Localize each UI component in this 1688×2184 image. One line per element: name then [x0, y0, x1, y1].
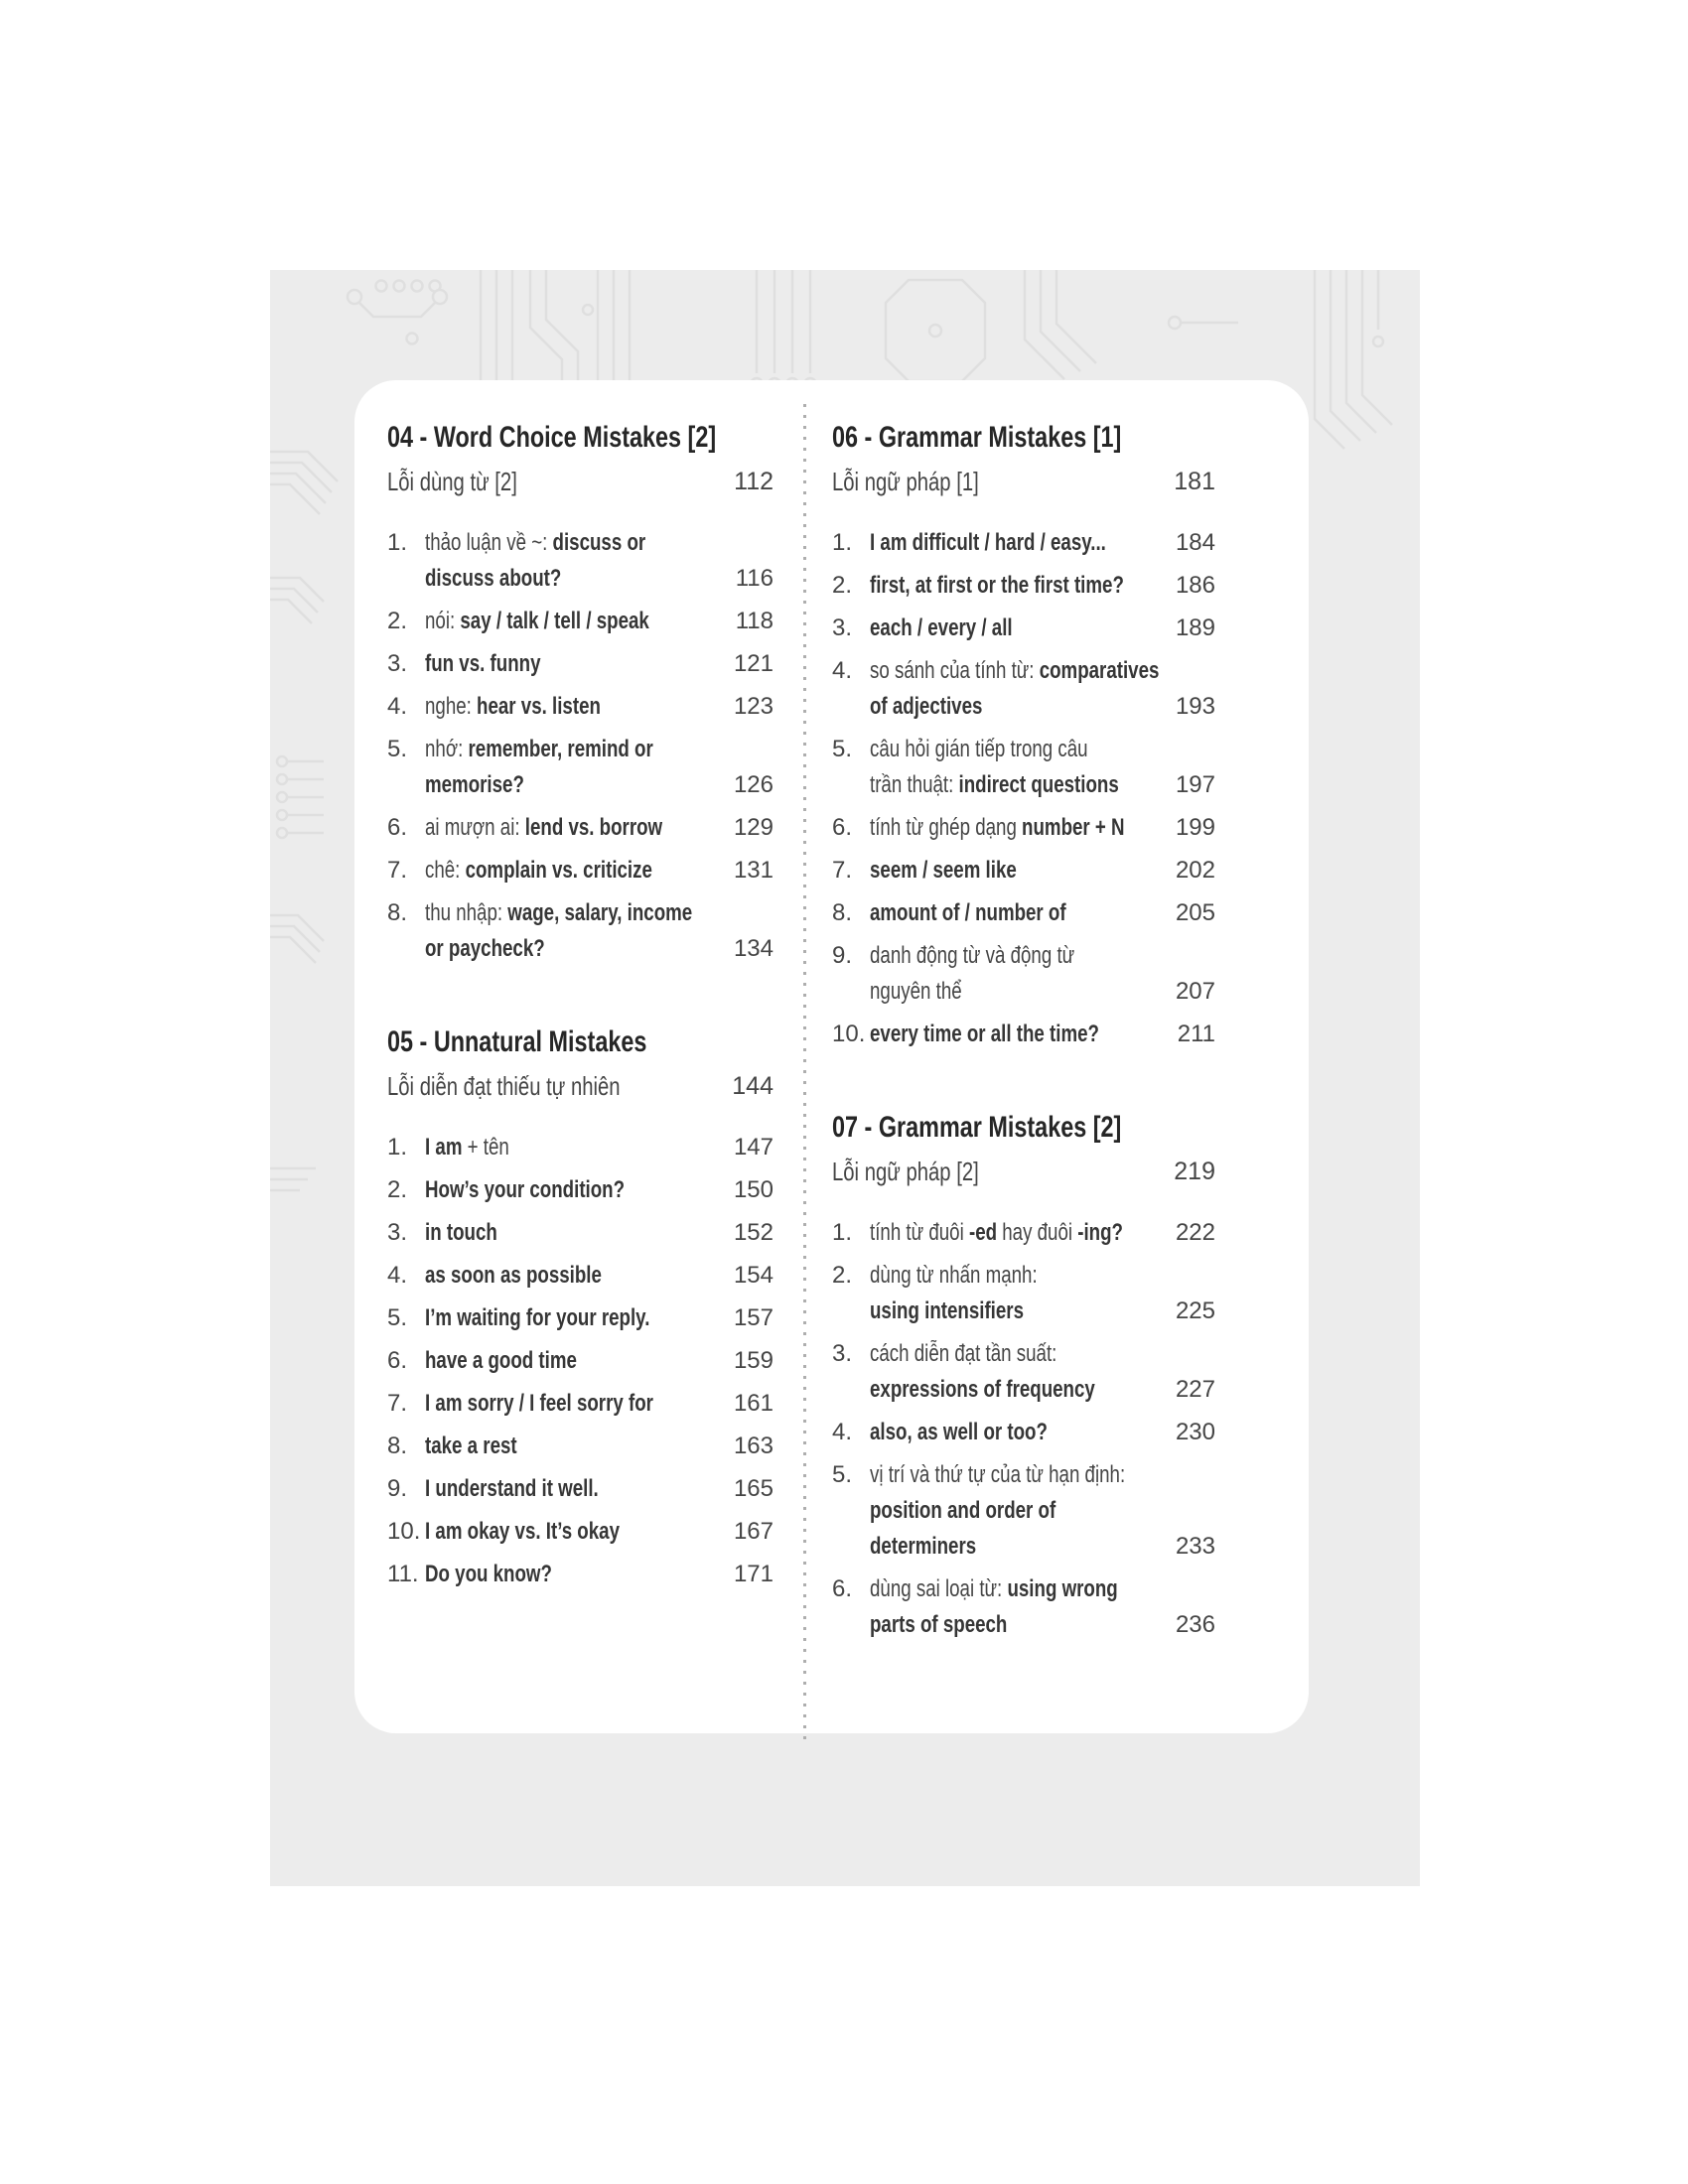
background-panel	[270, 270, 1420, 1886]
item-text	[425, 561, 561, 597]
toc-item	[387, 810, 774, 846]
item-number: 1.	[832, 1219, 853, 1246]
toc-item	[832, 611, 1215, 646]
text-segment: nhớ:	[425, 736, 469, 762]
toc-item	[832, 732, 1215, 803]
item-text	[425, 1514, 620, 1550]
text-segment: hear vs. listen	[477, 693, 601, 720]
item-line	[832, 732, 1215, 767]
toc-item	[387, 1130, 774, 1165]
item-text	[425, 1386, 653, 1422]
text-segment: trần thuật:	[870, 771, 959, 798]
toc-item	[832, 938, 1215, 1010]
page-number: 131	[733, 857, 774, 884]
section-subtitle-text: Lỗi dùng từ [2]	[387, 467, 517, 496]
text-segment: so sánh của tính từ:	[870, 657, 1040, 684]
item-number: 5.	[832, 1461, 853, 1488]
item-line	[832, 689, 1215, 725]
toc-item	[387, 1557, 774, 1592]
item-text	[425, 525, 645, 561]
toc-item	[387, 1258, 774, 1294]
item-text	[425, 646, 540, 682]
item-line	[832, 1607, 1215, 1643]
text-segment: discuss about?	[425, 565, 562, 592]
text-segment: hay đuôi	[997, 1219, 1078, 1246]
page-number: 236	[1175, 1611, 1215, 1638]
toc-item	[832, 853, 1215, 888]
item-number: 3.	[387, 650, 408, 677]
text-segment: -ing?	[1077, 1219, 1123, 1246]
item-number: 3.	[832, 1340, 853, 1367]
item-line	[832, 568, 1215, 604]
item-number: 4.	[832, 657, 853, 684]
text-segment: cách diễn đạt tần suất:	[870, 1340, 1057, 1367]
page-number: 161	[733, 1390, 774, 1417]
page-number: 197	[1175, 771, 1215, 798]
text-segment: fun vs. funny	[425, 650, 541, 677]
item-line	[387, 1300, 774, 1336]
page-number: 211	[1177, 1021, 1215, 1047]
item-text	[425, 1258, 602, 1294]
item-text	[425, 1300, 649, 1336]
text-segment: complain vs. criticize	[465, 857, 652, 884]
text-segment: or paycheck?	[425, 935, 545, 962]
item-line	[832, 653, 1215, 689]
text-segment: I understand it well.	[425, 1475, 599, 1502]
toc-item-list	[832, 1215, 1215, 1643]
item-line	[387, 1471, 774, 1507]
toc-item-list	[387, 525, 774, 967]
item-number: 6.	[387, 814, 408, 841]
text-segment: also, as well or too?	[870, 1419, 1048, 1445]
toc-item	[832, 1258, 1215, 1329]
text-segment: indirect questions	[958, 771, 1119, 798]
item-text	[870, 1415, 1048, 1450]
item-text	[425, 895, 692, 931]
text-segment: as soon as possible	[425, 1262, 602, 1289]
section-subtitle	[387, 462, 774, 501]
item-line	[387, 732, 774, 767]
toc-item	[387, 1471, 774, 1507]
item-text	[870, 732, 1088, 767]
item-line	[387, 1514, 774, 1550]
item-number: 4.	[387, 1262, 408, 1289]
page-number: 121	[733, 650, 774, 677]
text-segment: using intensifiers	[870, 1297, 1024, 1324]
item-line	[832, 611, 1215, 646]
page-number: 150	[733, 1176, 774, 1203]
page-number: 199	[1175, 814, 1215, 841]
item-text	[870, 611, 1013, 646]
item-line	[387, 1215, 774, 1251]
section-subtitle	[832, 462, 1215, 501]
page-number: 225	[1175, 1297, 1215, 1324]
text-segment: chê:	[425, 857, 466, 884]
toc-item	[387, 1300, 774, 1336]
item-text	[870, 853, 1017, 888]
section-subtitle-text: Lỗi diễn đạt thiếu tự nhiên	[387, 1071, 621, 1101]
item-number: 1.	[387, 1134, 408, 1160]
item-line	[387, 689, 774, 725]
item-number: 5.	[832, 736, 853, 762]
toc-section	[832, 416, 1215, 1052]
page-number: 147	[733, 1134, 774, 1160]
text-segment: say / talk / tell / speak	[460, 608, 649, 634]
page-number: 134	[733, 935, 774, 962]
page-number: 118	[735, 608, 774, 634]
item-text	[870, 1336, 1056, 1372]
toc-item	[832, 1017, 1215, 1052]
item-line	[832, 1457, 1215, 1493]
item-line	[387, 1429, 774, 1464]
text-segment: câu hỏi gián tiếp trong câu	[870, 736, 1088, 762]
item-text	[425, 1130, 509, 1165]
toc-item	[387, 895, 774, 967]
item-text	[870, 1294, 1024, 1329]
item-number: 10.	[387, 1518, 421, 1545]
section-page-number: 181	[1174, 468, 1215, 495]
page-number: 189	[1175, 614, 1215, 641]
page-number: 193	[1175, 693, 1215, 720]
text-segment: nghe:	[425, 693, 478, 720]
item-number: 10.	[832, 1021, 866, 1047]
page-number: 167	[733, 1518, 774, 1545]
section-title	[832, 1106, 1215, 1150]
item-line	[832, 525, 1215, 561]
toc-card	[354, 380, 1309, 1733]
item-text	[425, 767, 524, 803]
item-line	[387, 931, 774, 967]
item-text	[870, 974, 962, 1010]
item-line	[832, 1415, 1215, 1450]
text-segment: using wrong	[1007, 1575, 1118, 1602]
page-number: 186	[1175, 572, 1215, 599]
item-number: 4.	[832, 1419, 853, 1445]
toc-item	[387, 525, 774, 597]
text-segment: first, at first or the first time?	[870, 572, 1124, 599]
section-title	[832, 416, 1215, 460]
item-line	[832, 1215, 1215, 1251]
page-number: 207	[1175, 978, 1215, 1005]
item-text	[425, 604, 649, 639]
item-line	[832, 1258, 1215, 1294]
section-title	[387, 1021, 774, 1064]
toc-item	[387, 1429, 774, 1464]
item-number: 5.	[387, 736, 408, 762]
toc-item	[832, 525, 1215, 561]
item-text	[425, 1471, 599, 1507]
section-title-text: 05 - Unnatural Mistakes	[387, 1025, 647, 1058]
item-text	[870, 938, 1074, 974]
item-text	[425, 931, 545, 967]
item-line	[387, 604, 774, 639]
text-segment: number + N	[1022, 814, 1125, 841]
item-line	[387, 646, 774, 682]
item-text	[870, 1372, 1095, 1408]
item-line	[832, 938, 1215, 974]
item-number: 5.	[387, 1304, 408, 1331]
item-text	[870, 1258, 1038, 1294]
toc-item-list	[387, 1130, 774, 1592]
text-segment: seem / seem like	[870, 857, 1017, 884]
toc-item	[387, 689, 774, 725]
column-divider	[803, 404, 806, 1746]
page-number: 152	[733, 1219, 774, 1246]
page-number: 116	[735, 565, 774, 592]
text-segment: remember, remind or	[468, 736, 653, 762]
toc-item	[832, 1415, 1215, 1450]
toc-item	[832, 1571, 1215, 1643]
item-number: 9.	[832, 942, 853, 969]
text-segment: I am okay vs. It’s okay	[425, 1518, 620, 1545]
item-number: 11.	[387, 1561, 419, 1587]
section-subtitle-text: Lỗi ngữ pháp [1]	[832, 467, 979, 496]
page-number: 157	[733, 1304, 774, 1331]
toc-item	[832, 568, 1215, 604]
item-text	[870, 1215, 1123, 1251]
text-segment: lend vs. borrow	[524, 814, 663, 841]
item-text	[870, 1457, 1125, 1493]
item-line	[832, 853, 1215, 888]
section-title-text: 06 - Grammar Mistakes [1]	[832, 421, 1122, 454]
item-line	[387, 1172, 774, 1208]
text-segment: dùng từ nhấn mạnh:	[870, 1262, 1038, 1289]
item-number: 6.	[832, 1575, 853, 1602]
item-line	[387, 561, 774, 597]
toc-item	[832, 1215, 1215, 1251]
item-text	[870, 767, 1119, 803]
toc-section	[832, 1106, 1215, 1643]
toc-item	[832, 653, 1215, 725]
item-text	[425, 1343, 577, 1379]
page-number: 163	[733, 1433, 774, 1459]
text-segment: nguyên thể	[870, 978, 962, 1005]
item-line	[832, 1372, 1215, 1408]
section-page-number: 112	[734, 468, 774, 495]
text-segment: -ed	[968, 1219, 998, 1246]
item-line	[832, 1571, 1215, 1607]
item-number: 2.	[387, 608, 408, 634]
item-line	[387, 1343, 774, 1379]
item-text	[870, 1493, 1055, 1529]
page-number: 227	[1175, 1376, 1215, 1403]
item-text	[425, 810, 662, 846]
text-segment: ai mượn ai:	[425, 814, 525, 841]
text-segment: expressions of frequency	[870, 1376, 1095, 1403]
item-number: 8.	[387, 899, 408, 926]
item-number: 2.	[387, 1176, 408, 1203]
page-number: 123	[733, 693, 774, 720]
item-number: 2.	[832, 1262, 853, 1289]
item-line	[832, 810, 1215, 846]
item-line	[387, 895, 774, 931]
page-number: 233	[1175, 1533, 1215, 1560]
text-segment: of adjectives	[870, 693, 983, 720]
item-text	[425, 1429, 517, 1464]
toc-column-right	[832, 416, 1215, 1650]
item-line	[832, 1294, 1215, 1329]
item-number: 3.	[387, 1219, 408, 1246]
item-number: 4.	[387, 693, 408, 720]
item-line	[832, 1336, 1215, 1372]
item-text	[870, 1017, 1099, 1052]
item-number: 7.	[387, 857, 408, 884]
page-number: 165	[733, 1475, 774, 1502]
toc-section	[387, 416, 774, 967]
section-subtitle-text: Lỗi ngữ pháp [2]	[832, 1157, 979, 1186]
item-number: 7.	[832, 857, 853, 884]
item-text	[870, 568, 1124, 604]
text-segment: position and order of	[870, 1497, 1056, 1524]
section-title-text: 04 - Word Choice Mistakes [2]	[387, 421, 717, 454]
toc-item	[387, 646, 774, 682]
item-number: 1.	[387, 529, 408, 556]
toc-column-left	[387, 416, 774, 1599]
item-text	[425, 853, 652, 888]
text-segment: discuss or	[552, 529, 646, 556]
text-segment: wage, salary, income	[507, 899, 693, 926]
toc-item	[387, 1343, 774, 1379]
toc-item-list	[832, 525, 1215, 1052]
toc-item	[387, 1215, 774, 1251]
item-text	[425, 732, 653, 767]
item-text	[425, 1172, 625, 1208]
text-segment: amount of / number of	[870, 899, 1066, 926]
page-number: 129	[733, 814, 774, 841]
page-number: 230	[1175, 1419, 1215, 1445]
item-number: 6.	[832, 814, 853, 841]
item-line	[387, 810, 774, 846]
item-text	[870, 689, 982, 725]
page-number: 159	[733, 1347, 774, 1374]
item-line	[832, 895, 1215, 931]
toc-item	[387, 1172, 774, 1208]
text-segment: danh động từ và động từ	[870, 942, 1075, 969]
text-segment: every time or all the time?	[870, 1021, 1099, 1047]
item-text	[870, 810, 1125, 846]
item-line	[387, 767, 774, 803]
text-segment: comparatives	[1039, 657, 1160, 684]
item-text	[870, 1607, 1007, 1643]
item-text	[425, 1215, 497, 1251]
item-number: 7.	[387, 1390, 408, 1417]
text-segment: I’m waiting for your reply.	[425, 1304, 650, 1331]
toc-item	[832, 1336, 1215, 1408]
item-text	[425, 689, 601, 725]
item-line	[387, 525, 774, 561]
toc-item	[387, 853, 774, 888]
item-text	[870, 895, 1066, 931]
text-segment: I am sorry / I feel sorry for	[425, 1390, 653, 1417]
text-segment: nói:	[425, 608, 461, 634]
toc-item	[387, 604, 774, 639]
item-number: 2.	[832, 572, 853, 599]
item-line	[832, 1493, 1215, 1529]
page-number: 126	[733, 771, 774, 798]
section-title	[387, 416, 774, 460]
toc-item	[387, 1514, 774, 1550]
text-segment: How’s your condition?	[425, 1176, 626, 1203]
item-line	[832, 1017, 1215, 1052]
toc-item	[832, 810, 1215, 846]
item-text	[870, 1571, 1118, 1607]
text-segment: I am	[425, 1134, 463, 1160]
page-number: 205	[1175, 899, 1215, 926]
text-segment: determiners	[870, 1533, 977, 1560]
text-segment: + tên	[462, 1134, 509, 1160]
section-page-number: 144	[732, 1072, 774, 1100]
item-number: 9.	[387, 1475, 408, 1502]
page-number: 171	[733, 1561, 774, 1587]
text-segment: take a rest	[425, 1433, 517, 1459]
toc-item	[387, 1386, 774, 1422]
text-segment: tính từ đuôi	[870, 1219, 969, 1246]
toc-item	[832, 895, 1215, 931]
item-line	[387, 1258, 774, 1294]
text-segment: dùng sai loại từ:	[870, 1575, 1008, 1602]
item-number: 1.	[832, 529, 853, 556]
text-segment: tính từ ghép dạng	[870, 814, 1023, 841]
toc-item	[387, 732, 774, 803]
item-line	[387, 1130, 774, 1165]
section-subtitle	[387, 1066, 774, 1106]
text-segment: thảo luận về ~:	[425, 529, 553, 556]
text-segment: have a good time	[425, 1347, 577, 1374]
item-text	[870, 1529, 976, 1565]
text-segment: memorise?	[425, 771, 524, 798]
item-line	[832, 974, 1215, 1010]
text-segment: thu nhập:	[425, 899, 508, 926]
text-segment: in touch	[425, 1219, 497, 1246]
toc-item	[832, 1457, 1215, 1565]
item-number: 8.	[832, 899, 853, 926]
item-line	[832, 1529, 1215, 1565]
text-segment: vị trí và thứ tự của từ hạn định:	[870, 1461, 1126, 1488]
section-subtitle	[832, 1152, 1215, 1191]
page-number: 184	[1175, 529, 1215, 556]
item-line	[387, 1386, 774, 1422]
item-text	[870, 525, 1106, 561]
text-segment: parts of speech	[870, 1611, 1008, 1638]
text-segment: each / every / all	[870, 614, 1013, 641]
item-line	[387, 853, 774, 888]
page-number: 222	[1175, 1219, 1215, 1246]
item-line	[832, 767, 1215, 803]
toc-section	[387, 1021, 774, 1592]
item-line	[387, 1557, 774, 1592]
section-title-text: 07 - Grammar Mistakes [2]	[832, 1111, 1122, 1144]
text-segment: I am difficult / hard / easy...	[870, 529, 1106, 556]
section-page-number: 219	[1174, 1158, 1215, 1185]
item-text	[425, 1557, 552, 1592]
item-number: 6.	[387, 1347, 408, 1374]
text-segment: Do you know?	[425, 1561, 552, 1587]
item-number: 8.	[387, 1433, 408, 1459]
page-number: 154	[733, 1262, 774, 1289]
item-text	[870, 653, 1159, 689]
item-number: 3.	[832, 614, 853, 641]
page-number: 202	[1175, 857, 1215, 884]
